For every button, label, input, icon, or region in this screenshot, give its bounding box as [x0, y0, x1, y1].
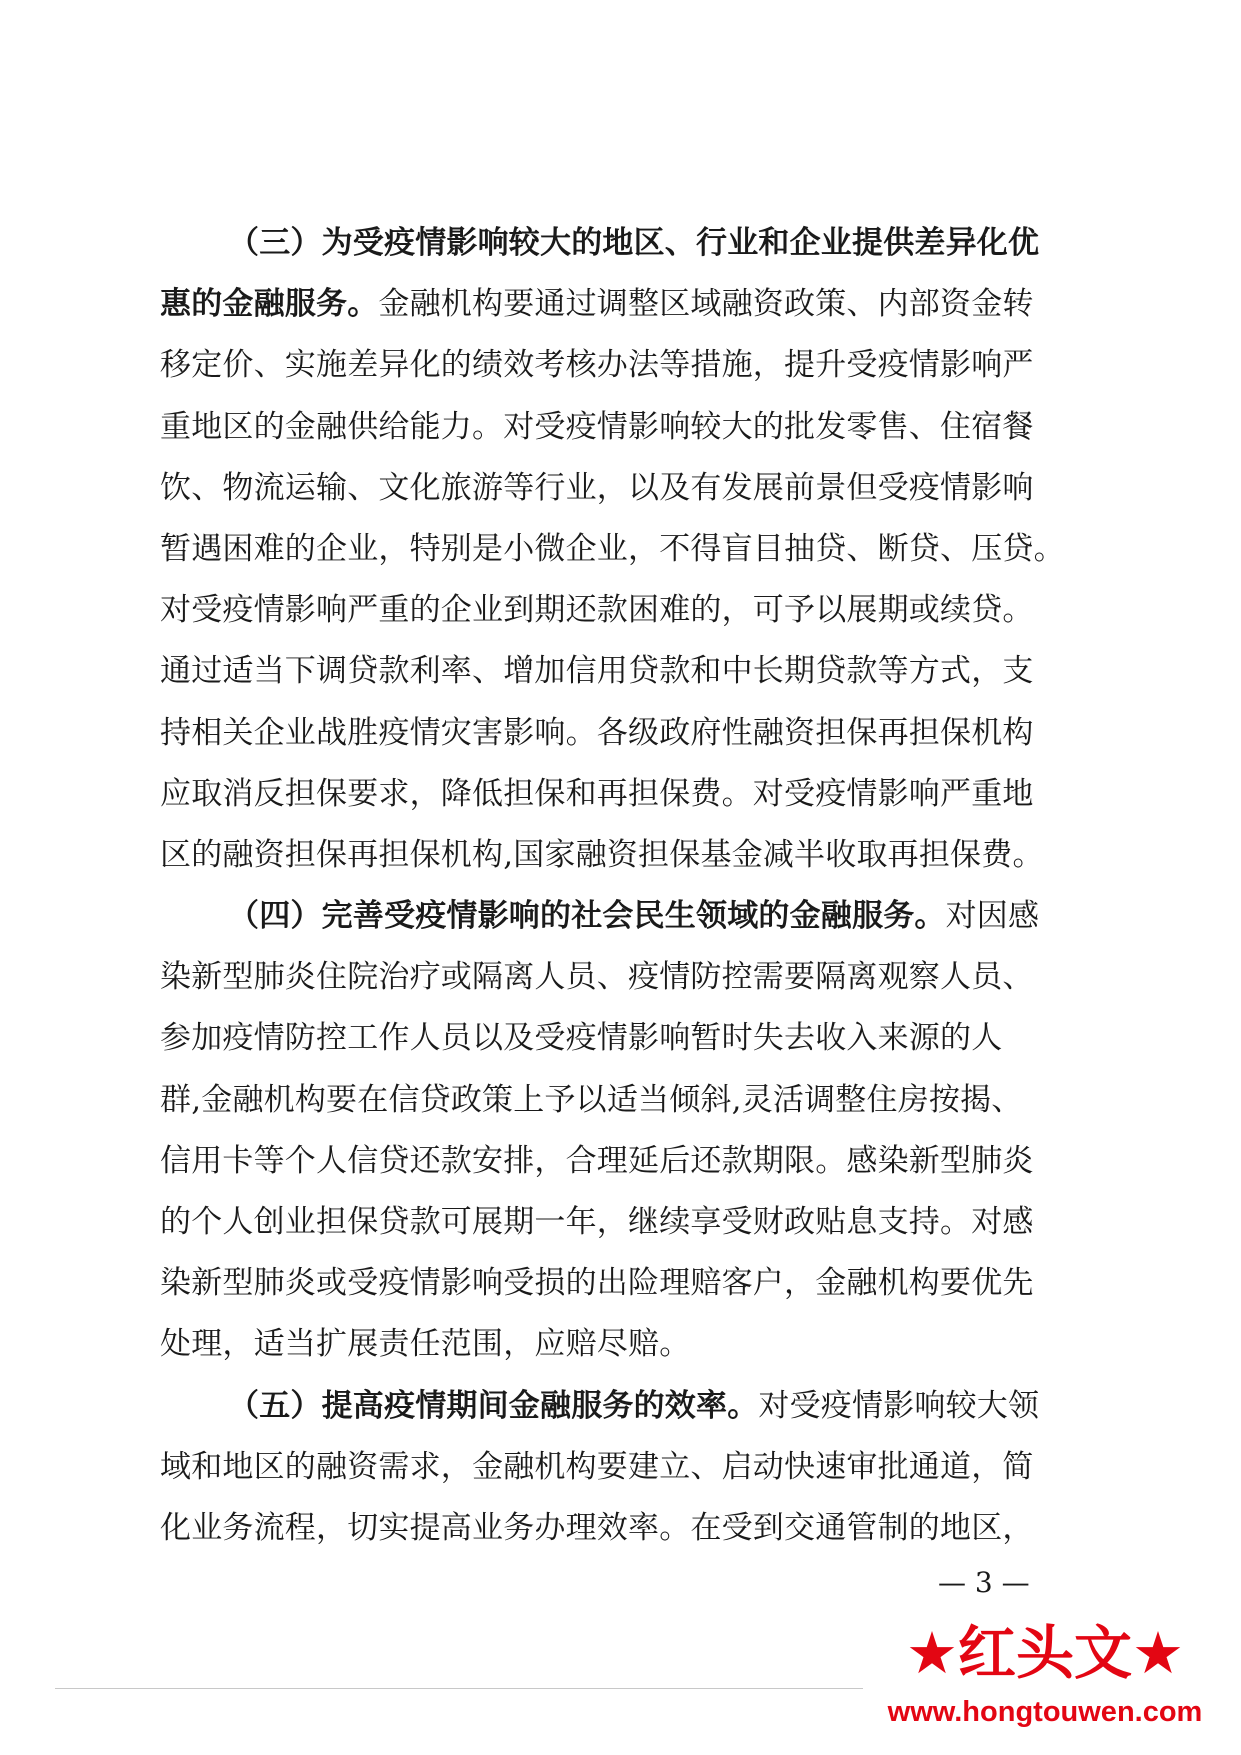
body-text: 信用卡等个人信贷还款安排，合理延后还款期限。感染新型肺炎 — [160, 1142, 1034, 1179]
body-text: 饮、物流运输、文化旅游等行业，以及有发展前景但受疫情影响 — [160, 469, 1034, 506]
text-line — [160, 1498, 1080, 1559]
body-text: 群,金融机构要在信贷政策上予以适当倾斜,灵活调整住房按揭、 — [160, 1081, 1023, 1118]
text-line — [160, 397, 1080, 458]
text-line — [160, 1314, 1080, 1375]
text-line — [160, 703, 1080, 764]
body-text: 域和地区的融资需求，金融机构要建立、启动快速审批通道，简 — [160, 1448, 1034, 1485]
body-text: 化业务流程，切实提高业务办理效率。在受到交通管制的地区， — [160, 1509, 1034, 1546]
text-line — [160, 1192, 1080, 1253]
section-heading: （五）提高疫情期间金融服务的效率。 — [228, 1387, 759, 1424]
body-text: 金融机构要通过调整区域融资政策、内部资金转 — [378, 286, 1034, 323]
text-line — [160, 274, 1080, 335]
section-heading: （三）为受疫情影响较大的地区、行业和企业提供差异化优 — [228, 225, 1040, 261]
body-text: 通过适当下调贷款利率、增加信用贷款和中长期贷款等方式，支 — [160, 653, 1034, 690]
text-line — [160, 580, 1080, 641]
text-line — [160, 641, 1080, 702]
body-text: 暂遇困难的企业，特别是小微企业，不得盲目抽贷、断贷、压贷。 — [160, 530, 1065, 567]
body-text: 移定价、实施差异化的绩效考核办法等措施，提升受疫情影响严 — [160, 347, 1034, 384]
text-line — [160, 825, 1080, 886]
body-text: 染新型肺炎或受疫情影响受损的出险理赔客户，金融机构要优先 — [160, 1265, 1034, 1302]
footer-divider — [55, 1688, 863, 1689]
text-line — [160, 1376, 1080, 1437]
document-body — [160, 213, 1080, 1559]
watermark-url: www.hongtouwen.com — [887, 1696, 1203, 1728]
text-line — [160, 1070, 1080, 1131]
body-text: 染新型肺炎住院治疗或隔离人员、疫情防控需要隔离观察人员、 — [160, 959, 1034, 996]
text-line — [160, 764, 1080, 825]
body-text: 应取消反担保要求，降低担保和再担保费。对受疫情影响严重地 — [160, 775, 1034, 812]
body-text: 处理，适当扩展责任范围，应赔尽赔。 — [160, 1326, 691, 1363]
text-line — [160, 335, 1080, 396]
text-line — [160, 1131, 1080, 1192]
body-text: 对因感 — [945, 898, 1040, 935]
watermark-title: ★红头文★ — [906, 1619, 1184, 1687]
section-heading: 惠的金融服务。 — [160, 286, 379, 323]
body-text: 对受疫情影响较大领 — [758, 1387, 1040, 1424]
text-line — [160, 947, 1080, 1008]
body-text: 持相关企业战胜疫情灾害影响。各级政府性融资担保再担保机构 — [160, 714, 1034, 751]
text-line — [160, 1437, 1080, 1498]
text-line — [160, 519, 1080, 580]
page-number: — 3 — — [938, 1566, 1030, 1599]
text-line — [160, 458, 1080, 519]
text-line — [160, 886, 1080, 947]
text-line — [160, 1008, 1080, 1069]
body-text: 的个人创业担保贷款可展期一年，继续享受财政贴息支持。对感 — [160, 1204, 1034, 1240]
section-heading: （四）完善受疫情影响的社会民生领域的金融服务。 — [228, 898, 946, 935]
body-text: 区的融资担保再担保机构,国家融资担保基金减半收取再担保费。 — [160, 836, 1044, 873]
watermark-logo — [860, 1618, 1230, 1748]
text-line — [160, 213, 1080, 274]
body-text: 参加疫情防控工作人员以及受疫情影响暂时失去收入来源的人 — [160, 1020, 1003, 1057]
body-text: 对受疫情影响严重的企业到期还款困难的，可予以展期或续贷。 — [160, 592, 1034, 629]
text-line — [160, 1253, 1080, 1314]
body-text: 重地区的金融供给能力。对受疫情影响较大的批发零售、住宿餐 — [160, 408, 1034, 445]
